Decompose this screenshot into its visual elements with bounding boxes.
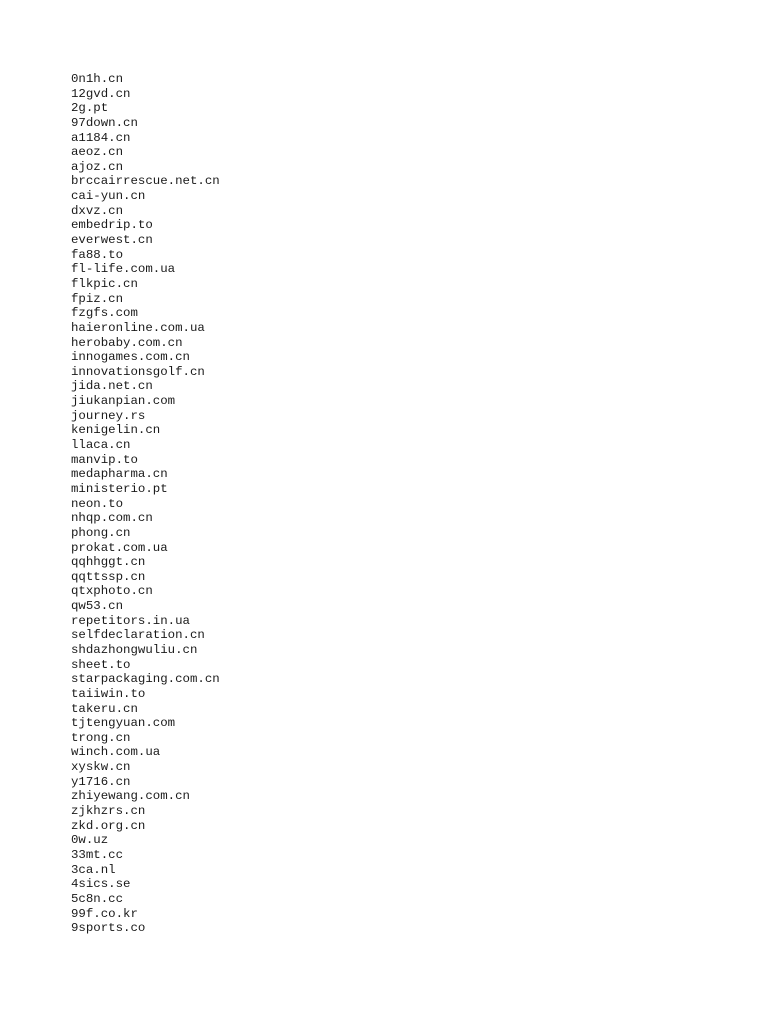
domain-list-item: 12gvd.cn xyxy=(71,86,131,101)
domain-list-item: jiukanpian.com xyxy=(71,394,176,409)
domain-list-item: fl-life.com.ua xyxy=(71,262,176,277)
domain-list-item: ajoz.cn xyxy=(71,159,124,174)
domain-list-item: neon.to xyxy=(71,496,124,511)
domain-list-item: flkpic.cn xyxy=(71,276,138,291)
domain-list-item: 0n1h.cn xyxy=(71,72,124,86)
domain-list-item: tjtengyuan.com xyxy=(71,716,176,731)
domain-list-item: ministerio.pt xyxy=(71,481,168,496)
domain-list-item: qqttssp.cn xyxy=(71,569,146,584)
domain-list-item: starpackaging.com.cn xyxy=(71,672,220,687)
domain-list-item: haieronline.com.ua xyxy=(71,320,205,335)
domain-list-item: winch.com.ua xyxy=(71,745,161,760)
domain-list-item: sheet.to xyxy=(71,657,131,672)
domain-list-item: herobaby.com.cn xyxy=(71,335,183,350)
domain-list-item: dxvz.cn xyxy=(71,203,124,218)
domain-list-item: medapharma.cn xyxy=(71,467,168,482)
domain-list-item: takeru.cn xyxy=(71,701,138,716)
domain-list-item: aeoz.cn xyxy=(71,145,124,160)
domain-list-item: 5c8n.cc xyxy=(71,891,124,906)
domain-list-item: shdazhongwuliu.cn xyxy=(71,642,198,657)
domain-list-item: fa88.to xyxy=(71,247,124,262)
domain-list-item: 97down.cn xyxy=(71,115,138,130)
domain-list-item: repetitors.in.ua xyxy=(71,613,190,628)
domain-list-item: 9sports.co xyxy=(71,921,146,936)
domain-list-item: a1184.cn xyxy=(71,130,131,145)
domain-list-item: cai-yun.cn xyxy=(71,189,146,204)
domain-list-item: nhqp.com.cn xyxy=(71,511,153,526)
domain-list-item: 4sics.se xyxy=(71,877,131,892)
domain-list xyxy=(71,72,220,936)
domain-list-item: zhiyewang.com.cn xyxy=(71,789,190,804)
domain-list-item: innogames.com.cn xyxy=(71,350,190,365)
domain-list-item: taiiwin.to xyxy=(71,686,146,701)
domain-list-item: qqhhggt.cn xyxy=(71,555,146,570)
domain-list-item: everwest.cn xyxy=(71,233,153,248)
domain-list-item: zkd.org.cn xyxy=(71,818,146,833)
domain-list-item: prokat.com.ua xyxy=(71,540,168,555)
domain-list-item: phong.cn xyxy=(71,525,131,540)
domain-list-item: journey.rs xyxy=(71,408,146,423)
domain-list-item: trong.cn xyxy=(71,730,131,745)
domain-list-item: embedrip.to xyxy=(71,218,153,233)
domain-list-item: 3ca.nl xyxy=(71,862,116,877)
domain-list-item: 2g.pt xyxy=(71,101,109,116)
domain-list-item: zjkhzrs.cn xyxy=(71,804,146,819)
domain-list-item: y1716.cn xyxy=(71,774,131,789)
domain-list-item: manvip.to xyxy=(71,452,138,467)
domain-list-item: jida.net.cn xyxy=(71,379,153,394)
domain-list-item: 33mt.cc xyxy=(71,847,124,862)
domain-list-item: kenigelin.cn xyxy=(71,423,161,438)
domain-list-item: 0w.uz xyxy=(71,833,109,848)
domain-list-item: fzgfs.com xyxy=(71,306,138,321)
domain-list-item: qtxphoto.cn xyxy=(71,584,153,599)
domain-list-item: 99f.co.kr xyxy=(71,906,138,921)
domain-list-item: fpiz.cn xyxy=(71,291,124,306)
domain-list-item: selfdeclaration.cn xyxy=(71,628,205,643)
domain-list-item: xyskw.cn xyxy=(71,760,131,775)
domain-list-item: qw53.cn xyxy=(71,599,124,614)
domain-list-item: llaca.cn xyxy=(71,438,131,453)
domain-list-item: innovationsgolf.cn xyxy=(71,364,205,379)
domain-list-item: brccairrescue.net.cn xyxy=(71,174,220,189)
